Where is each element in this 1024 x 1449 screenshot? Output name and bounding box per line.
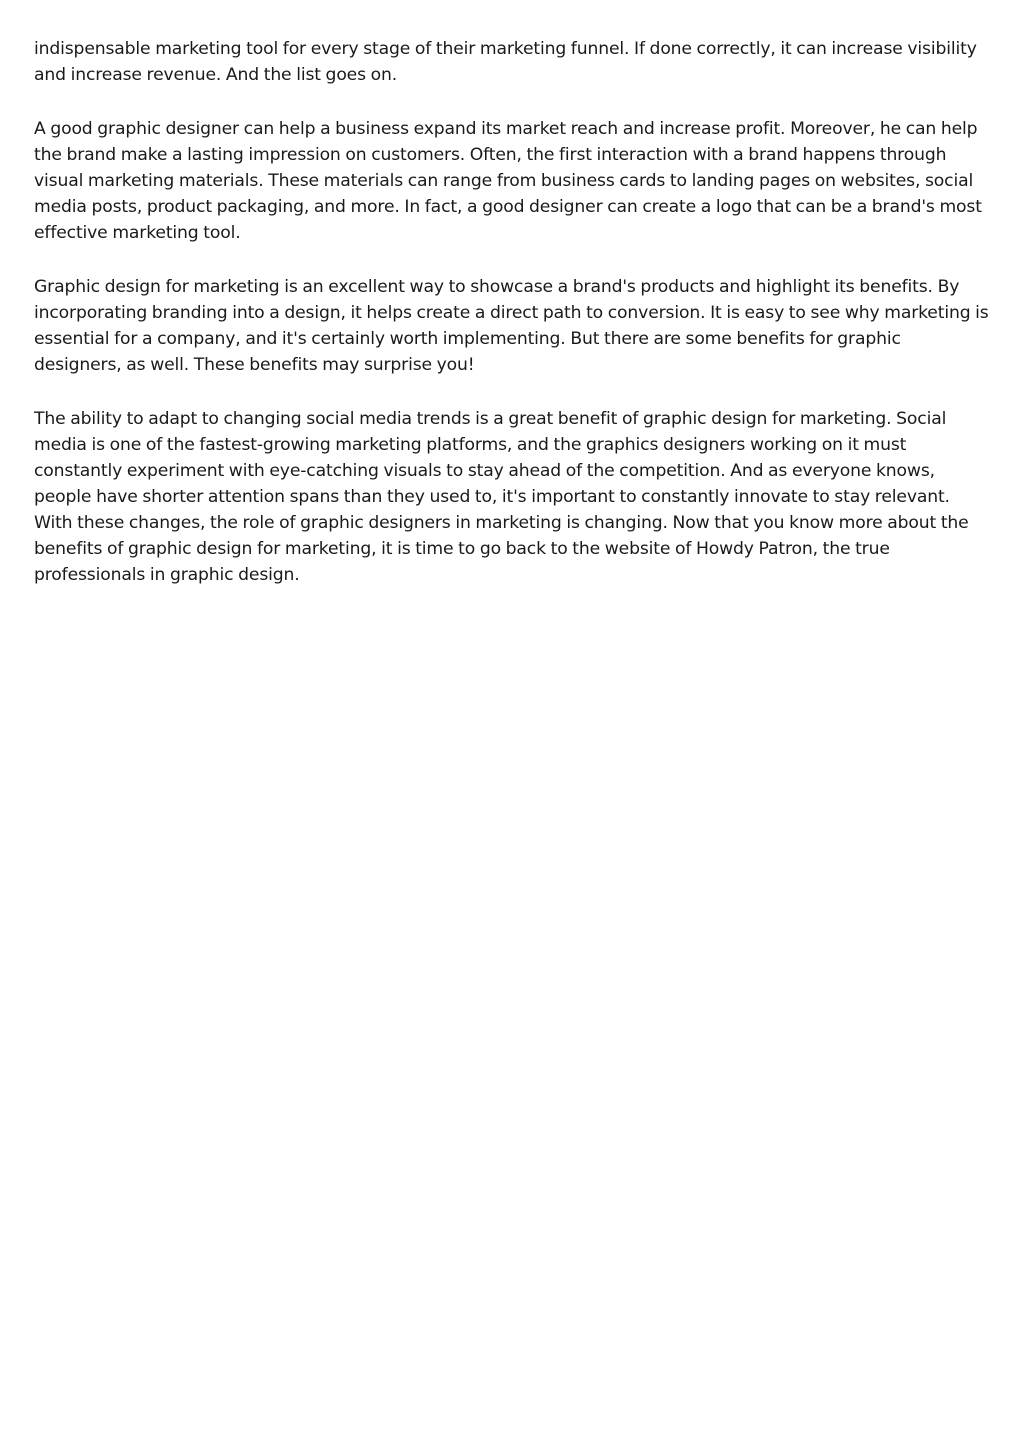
- paragraph-showcase-products: Graphic design for marketing is an excellent way to showcase a brand's products and highlight its benefits. By incorporating branding into a design, it helps create a direct path to conversion. It is easy to see why marketing is essential for a company, and it's certainly worth implementing. But there are some benefits for graphic designers, as well. These benefits may surprise you!: [34, 277, 989, 375]
- paragraph-social-media-trends: The ability to adapt to changing social media trends is a great benefit of graphic design for marketing. Social media is one of the fastest-growing marketing platforms, and the graphics designers working on it must constantly experiment with eye-catching visuals to stay ahead of the competition. And as everyone knows, people have shorter attention spans than they used to, it's important to constantly innovate to stay relevant. With these changes, the role of graphic designers in marketing is changing. Now that you know more about the benefits of graphic design for marketing, it is time to go back to the website of Howdy Patron, the true professionals in graphic design.: [34, 409, 969, 585]
- paragraph-good-designer: A good graphic designer can help a business expand its market reach and increase profit. Moreover, he can help the brand make a lasting impression on customers. Often, the first interaction with a brand happens through visual marketing materials. These materials can range from business cards to landing pages on websites, social media posts, product packaging, and more. In fact, a good designer can create a logo that can be a brand's most effective marketing tool.: [34, 119, 982, 243]
- paragraph-marketing-funnel: indispensable marketing tool for every stage of their marketing funnel. If done correctly, it can increase visibility and increase revenue. And the list goes on.: [34, 39, 977, 85]
- document-page: [34, 36, 990, 616]
